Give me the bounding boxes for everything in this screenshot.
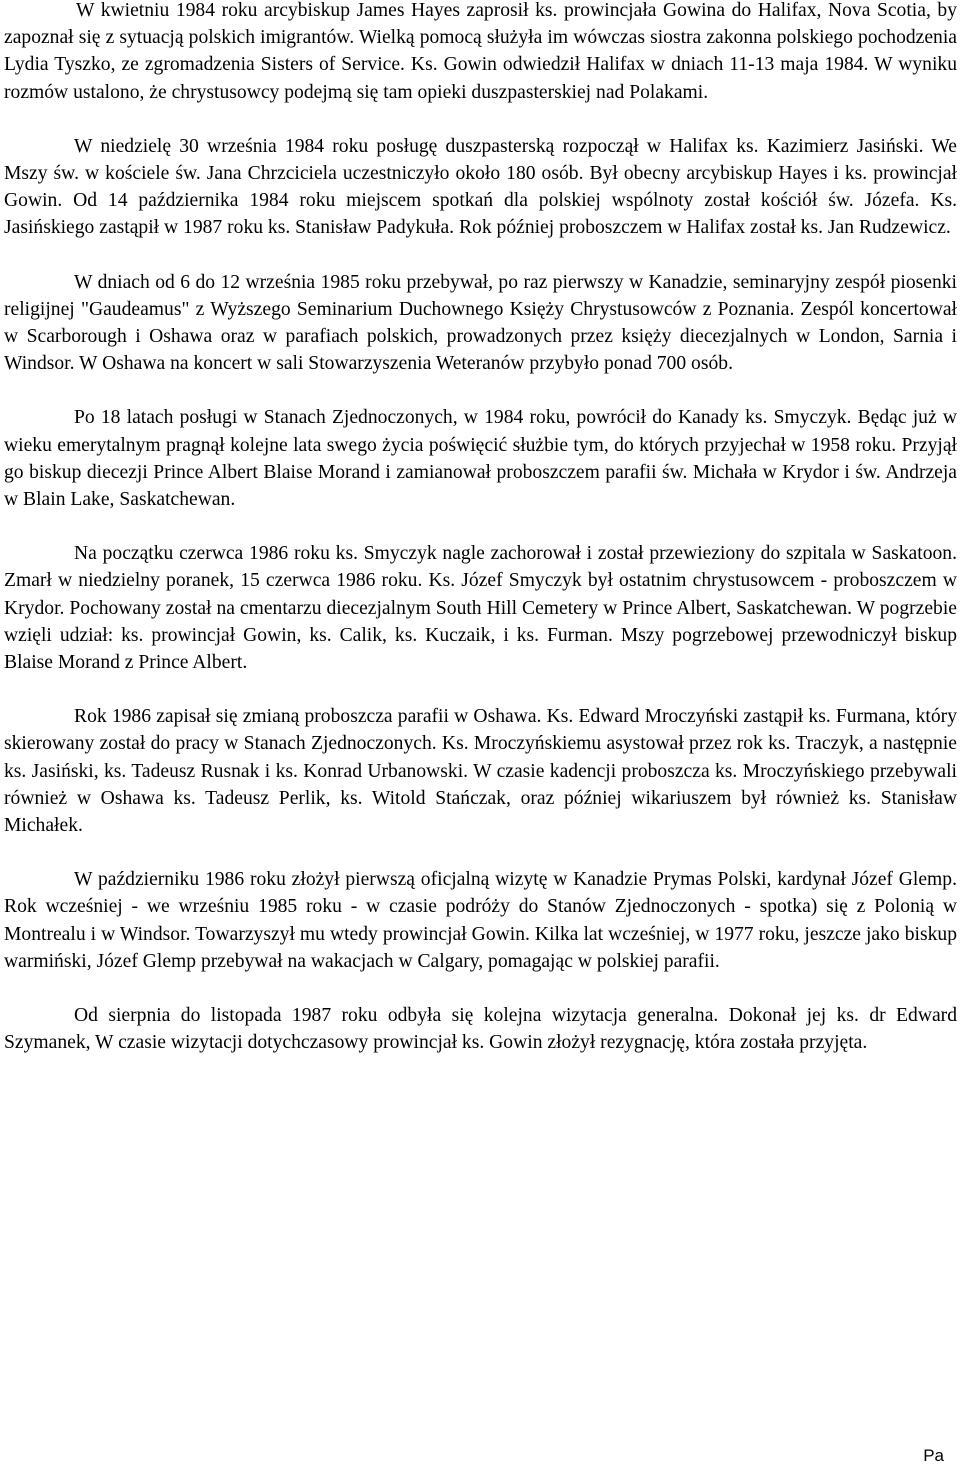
paragraph-general-visitation: Od sierpnia do listopada 1987 roku odbyła się kolejna wizytacja generalna. Dokonał jej ks. dr Edward Szymanek, W czasie wizytacji dotychczasowy prowincjał ks. Gowin złożył rezygnację, która została przyjęta. (4, 1005, 957, 1054)
paragraph-halifax-ministry: W niedzielę 30 września 1984 roku posługę duszpasterską rozpoczął w Halifax ks. Kazimierz Jasiński. We Mszy św. w kościele św. Jana Chrzciciela uczestniczyło około 180 osób. Był obecny arcybiskup Hayes i ks. prowincjał Gowin. Od 14 października 1984 roku miejscem spotkań dla polskiej wspólnoty został kościół św. Józefa. Ks. Jasińskiego zastąpił w 1987 roku ks. Stanisław Padykuła. Rok później proboszczem w Halifax został ks. Jan Rudzewicz. (4, 135, 957, 239)
paragraph-oshawa-pastor-change: Rok 1986 zapisał się zmianą proboszcza parafii w Oshawa. Ks. Edward Mroczyński zastąpił ks. Furmana, który skierowany został do pracy w Stanach Zjednoczonych. Ks. Mroczyńskiemu asystował przez rok ks. Traczyk, a następnie ks. Jasiński, ks. Tadeusz Rusnak i ks. Konrad Urbanowski. W czasie kadencji proboszcza ks. Mroczyńskiego przebywali również w Oshawa ks. Tadeusz Perlik, ks. Witold Stańczak, oraz później wikariuszem był również ks. Stanisław Michałek. (4, 706, 957, 837)
document-page (4, 0, 957, 1084)
page-footer-text: Pa (923, 1446, 944, 1465)
paragraph-smyczyk-death: Na początku czerwca 1986 roku ks. Smyczyk nagle zachorował i został przewieziony do szpitala w Saskatoon. Zmarł w niedzielny poranek, 15 czerwca 1986 roku. Ks. Józef Smyczyk był ostatnim chrystusowcem - proboszczem w Krydor. Pochowany został na cmentarzu diecezjalnym South Hill Cemetery w Prince Albert, Saskatchewan. W pogrzebie wzięli udział: ks. prowincjał Gowin, ks. Calik, ks. Kuczaik, i ks. Furman. Mszy pogrzebowej przewodniczył biskup Blaise Morand z Prince Albert. (4, 543, 957, 674)
paragraph-smyczyk-return: Po 18 latach posługi w Stanach Zjednoczonych, w 1984 roku, powrócił do Kanady ks. Smyczyk. Będąc już w wieku emerytalnym pragnął kolejne lata swego życia poświęcić służbie tym, do których przyjechał w 1958 roku. Przyjął go biskup diecezji Prince Albert Blaise Morand i zamianował proboszczem parafii św. Michała w Krydor i św. Andrzeja w Blain Lake, Saskatchewan. (4, 407, 957, 511)
paragraph-halifax-invitation: W kwietniu 1984 roku arcybiskup James Hayes zaprosił ks. prowincjała Gowina do Halifax, Nova Scotia, by zapoznał się z sytuacją polskich imigrantów. Wielką pomocą służyła im wówczas siostra zakonna polskiego pochodzenia Lydia Tyszko, ze zgromadzenia Sisters of Service. Ks. Gowin odwiedził Halifax w dniach 11-13 maja 1984. W wyniku rozmów ustalono, że chrystusowcy podejmą się tam opieki duszpasterskiej nad Polakami. (4, 0, 957, 103)
paragraph-gaudeamus-visit: W dniach od 6 do 12 września 1985 roku przebywał, po raz pierwszy w Kanadzie, seminaryjny zespół piosenki religijnej "Gaudeamus" z Wyższego Seminarium Duchownego Księży Chrystusowców z Poznania. Zespól koncertował w Scarborough i Oshawa oraz w parafiach polskich, prowadzonych przez księży diecezjalnych w London, Sarnia i Windsor. W Oshawa na koncert w sali Stowarzyszenia Weteranów przybyło ponad 700 osób. (4, 271, 957, 375)
paragraph-glemp-visit: W październiku 1986 roku złożył pierwszą oficjalną wizytę w Kanadzie Prymas Polski, kardynał Józef Glemp. Rok wcześniej - we wrześniu 1985 roku - w czasie podróży do Stanów Zjednoczonych - spotka) się z Polonią w Montrealu i w Windsor. Towarzyszył mu wtedy prowincjał Gowin. Kilka lat wcześniej, w 1977 roku, jeszcze jako biskup warmiński, Józef Glemp przebywał na wakacjach w Calgary, pomagając w polskiej parafii. (4, 869, 957, 972)
